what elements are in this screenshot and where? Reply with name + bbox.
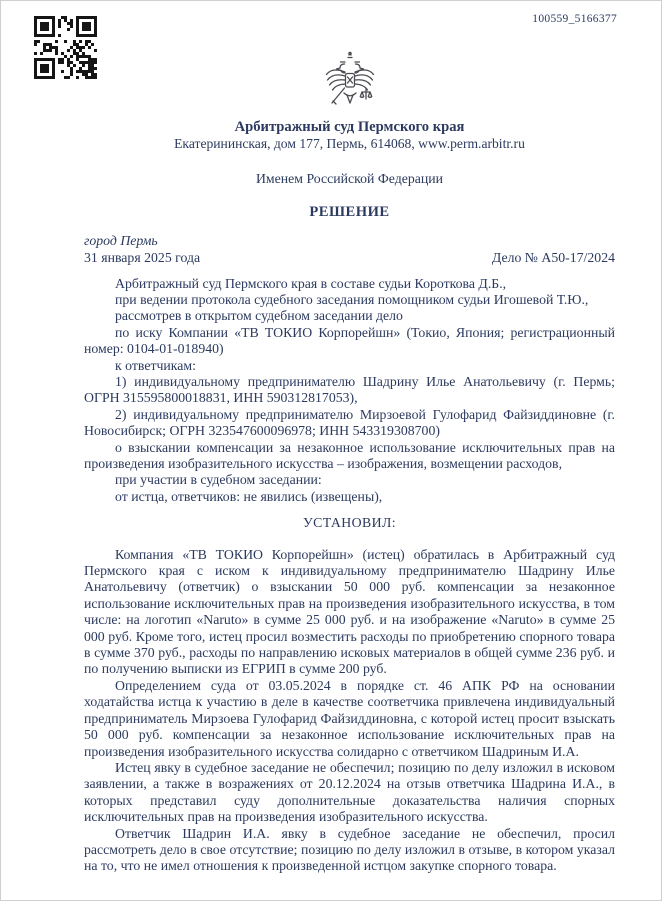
intro-paragraph: к ответчикам: bbox=[115, 357, 196, 373]
intro-paragraph: рассмотрев в открытом судебном заседании дело bbox=[115, 308, 403, 324]
ruling-paragraph: Определением суда от 03.05.2024 в порядке ст. 46 АПК РФ на основании ходатайства истца к участию в деле в качестве соответчика привлечена индивидуальный предприниматель Мирзоева Гулофарид Файзиддиновна, с которой истец просит взыскать 50 000 руб. компенсации за незаконное использование исключительных прав на произведения изобразительного искусства солидарно с ответчиком Шадриным И.А. bbox=[84, 677, 615, 759]
intro-paragraph: о взыскании компенсации за незаконное использование исключительных прав на произведения изобразительного искусства – изображения, возмещении расходов, bbox=[84, 439, 615, 471]
date-row bbox=[84, 250, 615, 266]
document-type-heading: РЕШЕНИЕ bbox=[309, 203, 390, 220]
case-date: 31 января 2025 года bbox=[84, 250, 201, 266]
intro-paragraph: при ведении протокола судебного заседания помощником судьи Игошевой Т.Ю., bbox=[115, 291, 589, 307]
ruling-paragraph: Истец явку в судебное заседание не обеспечил; позицию по делу изложил в исковом заявлении, а также в возражениях от 20.12.2024 на отзыв ответчика Шадрина И.А., в которых представил суду дополнительные доказательства наличия спорных исключительных прав на произведения изобразительного искусства. bbox=[84, 759, 615, 825]
emblem-wrap bbox=[84, 51, 615, 117]
intro-paragraphs bbox=[84, 276, 615, 506]
court-address: Екатерининская, дом 177, Пермь, 614068, www.perm.arbitr.ru bbox=[174, 136, 525, 152]
intro-paragraph: 1) индивидуальному предпринимателю Шадрину Илье Анатольевичу (г. Пермь; ОГРН 315595800018831, ИНН 590312817053), bbox=[84, 373, 615, 406]
in-name-of-federation: Именем Российской Федерации bbox=[255, 171, 444, 187]
russia-coat-of-arms-icon bbox=[322, 51, 378, 113]
intro-paragraph: по иску Компании «ТВ ТОКИО Корпорейшн» (Токио, Япония; регистрационный номер: 0104-01-018940) bbox=[84, 324, 615, 357]
intro-paragraph: 2) индивидуальному предпринимателю Мирзоевой Гулофарид Файзиддиновне (г. Новосибирск; ОГРН 323547600096978; ИНН 543319308700) bbox=[84, 406, 615, 439]
ruling-paragraph: Ответчик Шадрин И.А. явку в судебное заседание не обеспечил, просил рассмотреть дело в свое отсутствие; позицию по делу изложил в отзыве, в котором указал на то, что не имел отношения к произведенной истцом закупке спорного товара. bbox=[84, 825, 615, 874]
established-heading: УСТАНОВИЛ: bbox=[303, 515, 396, 531]
intro-paragraph: от истца, ответчиков: не явились (извещены), bbox=[115, 488, 383, 504]
document-content bbox=[84, 51, 615, 875]
court-name: Арбитражный суд Пермского края bbox=[234, 119, 465, 136]
intro-paragraph: Арбитражный суд Пермского края в составе судьи Короткова Д.Б., bbox=[115, 275, 507, 291]
ruling-paragraph: Компания «ТВ ТОКИО Корпорейшн» (истец) обратилась в Арбитражный суд Пермского края с иском к индивидуальному предпринимателю Шадрину Илье Анатольевичу (ответчик) о взыскании 50 000 руб. компенсации за незаконное использование исключительных прав на произведения изобразительного искусства, в том числе: на логотип «Naruto» в сумме 25 000 руб. и на изображение «Naruto» в сумме 25 000 руб. Кроме того, истец просил возместить расходы по приобретению спорного товара в сумме 370 руб., расходы по направлению исковых материалов в общей сумме 236 руб. и по получению выписки из ЕГРИП в сумме 200 руб. bbox=[84, 546, 615, 677]
case-number: Дело № А50-17/2024 bbox=[491, 250, 615, 266]
scan-id: 100559_5166377 bbox=[532, 13, 617, 25]
intro-paragraph: при участии в судебном заседании: bbox=[115, 472, 322, 488]
case-city: город Пермь bbox=[84, 233, 158, 249]
ruling-paragraphs bbox=[84, 547, 615, 875]
